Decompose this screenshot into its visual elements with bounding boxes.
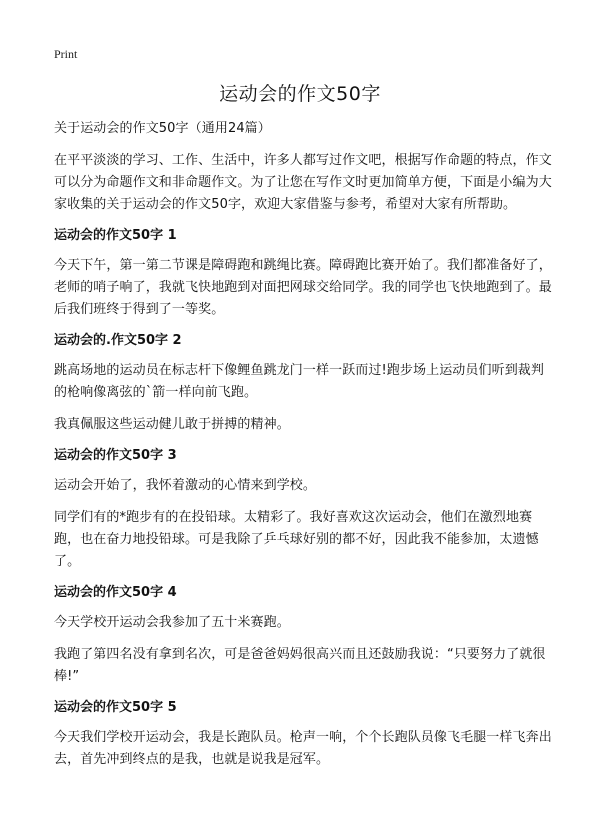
intro-paragraph: 在平平淡淡的学习、工作、生活中，许多人都写过作文吧，根据写作命题的特点，作文可以分为命题作文和非命题作文。为了让您在写作文时更加简单方便，下面是小编为大家收集的关于运动会的作文50字，欢迎大家借鉴与参考，希望对大家有所帮助。 xyxy=(54,153,552,212)
article-body xyxy=(54,118,554,781)
section-heading-2: 运动会的.作文50字 2 xyxy=(54,333,182,348)
section-5-paragraph-1: 今天我们学校开运动会，我是长跑队员。枪声一响，个个长跑队员像飞毛腿一样飞奔出去，首先冲到终点的是我，也就是说我是冠军。 xyxy=(54,730,552,767)
section-heading-1: 运动会的作文50字 1 xyxy=(54,228,177,243)
section-heading-3: 运动会的作文50字 3 xyxy=(54,448,177,463)
section-4-paragraph-1: 今天学校开运动会我参加了五十米赛跑。 xyxy=(54,615,290,630)
section-1-paragraph-1: 今天下午，第一第二节课是障碍跑和跳绳比赛。障碍跑比赛开始了。我们都准备好了，老师的哨子响了，我就飞快地跑到对面把网球交给同学。我的同学也飞快地跑到了。最后我们班终于得到了一等奖。 xyxy=(54,258,552,317)
page-title: 运动会的作文50字 xyxy=(219,83,381,105)
section-4-paragraph-2: 我跑了第四名没有拿到名次，可是爸爸妈妈很高兴而且还鼓励我说：“只要努力了就很棒!” xyxy=(54,647,546,684)
section-2-paragraph-2: 我真佩服这些运动健儿敢于拼搏的精神。 xyxy=(54,417,290,432)
print-link[interactable]: Print xyxy=(54,47,78,61)
section-heading-5: 运动会的作文50字 5 xyxy=(54,700,177,715)
section-3-paragraph-2: 同学们有的*跑步有的在投铅球。太精彩了。我好喜欢这次运动会，他们在激烈地赛跑，也在奋力地投铅球。可是我除了乒乓球好别的都不好，因此我不能参加，太遗憾了。 xyxy=(54,510,539,569)
article-subtitle: 关于运动会的作文50字（通用24篇） xyxy=(54,121,271,136)
section-heading-4: 运动会的作文50字 4 xyxy=(54,585,177,600)
section-2-paragraph-1: 跳高场地的运动员在标志杆下像鲤鱼跳龙门一样一跃而过!跑步场上运动员们听到裁判的枪响像离弦的`箭一样向前飞跑。 xyxy=(54,363,545,400)
section-3-paragraph-1: 运动会开始了，我怀着激动的心情来到学校。 xyxy=(54,478,317,493)
